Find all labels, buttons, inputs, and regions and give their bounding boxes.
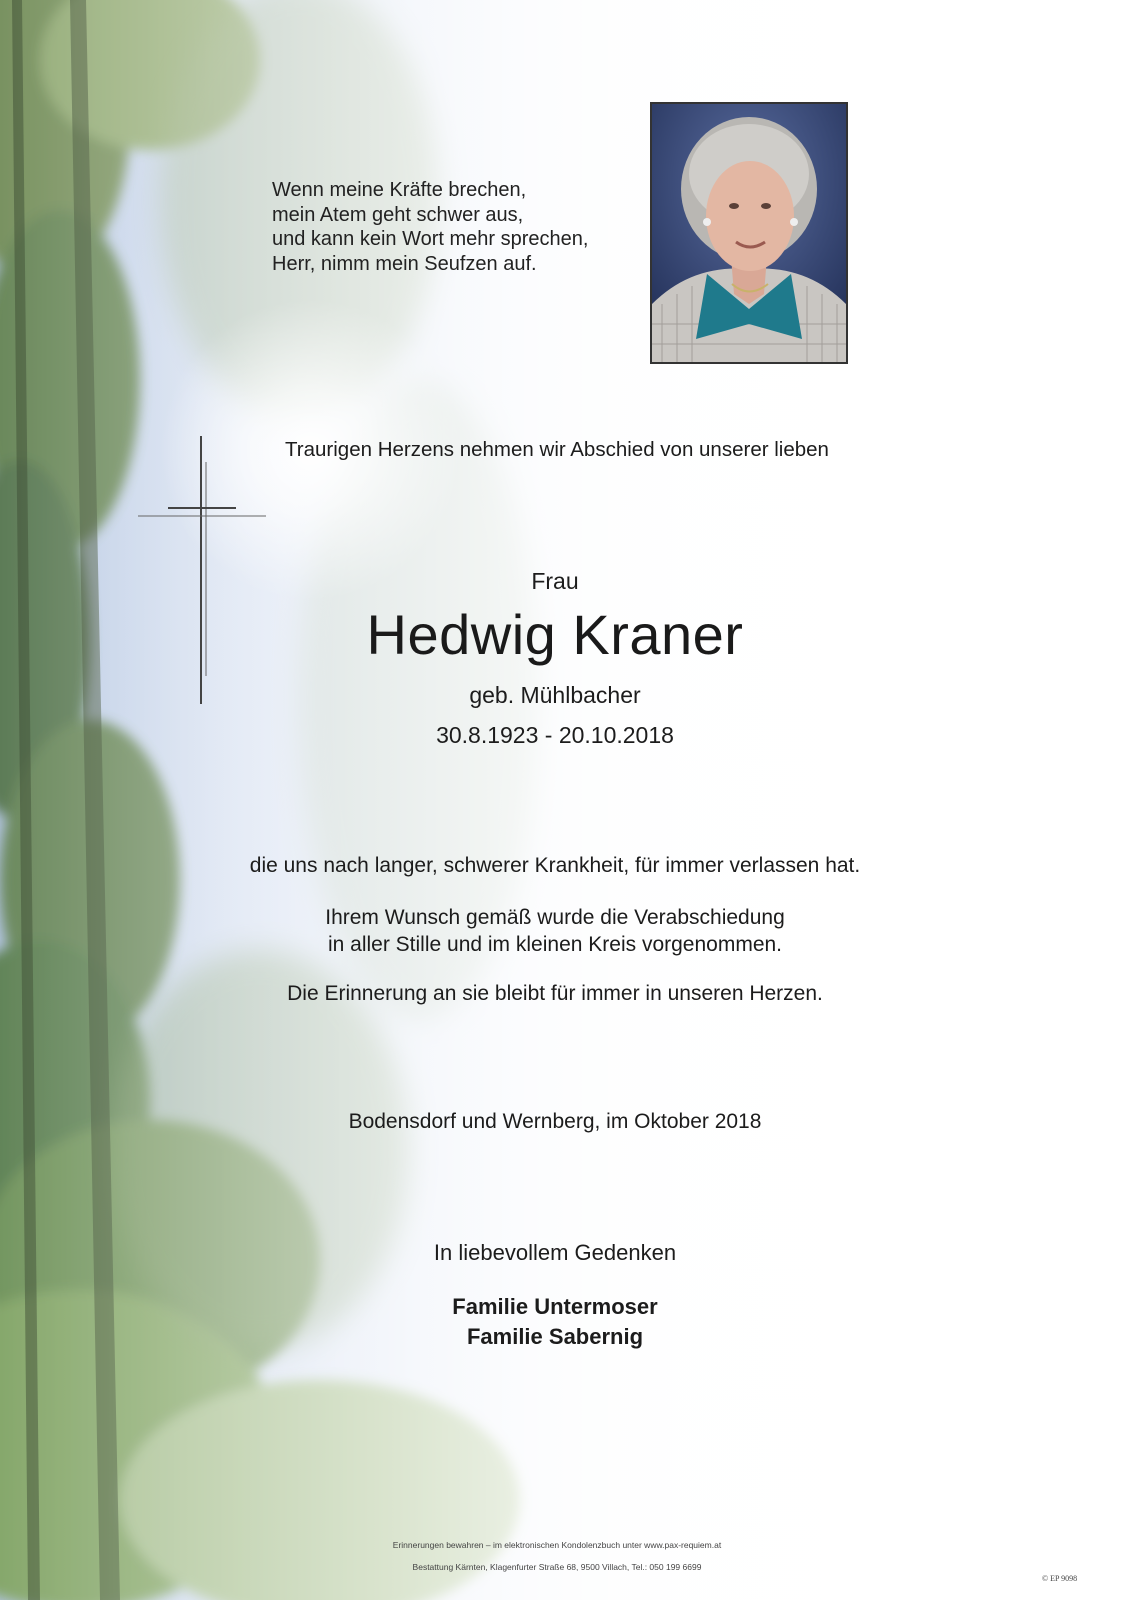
footer-line-2: Bestattung Kärnten, Klagenfurter Straße 68, 9500 Villach, Tel.: 050 199 6699 <box>412 1562 702 1572</box>
copyright: © EP 9098 <box>1042 1574 1078 1583</box>
family-name: Familie Untermoser <box>452 1294 658 1319</box>
deceased-name: Hedwig Kraner <box>366 603 744 666</box>
poem-line: Wenn meine Kräfte brechen, <box>272 179 527 201</box>
poem-line: Herr, nimm mein Seufzen auf. <box>272 252 537 275</box>
body-para2-line-1: Ihrem Wunsch gemäß wurde die Verabschiedung <box>325 906 785 929</box>
life-dates: 30.8.1923 - 20.10.2018 <box>436 722 674 748</box>
family-list <box>0 1292 1110 1352</box>
portrait-photo <box>650 102 848 364</box>
poem-line: und kann kein Wort mehr sprechen, <box>272 228 589 250</box>
closing-memory: In liebevollem Gedenken <box>433 1240 677 1265</box>
birth-name: geb. Mühlbacher <box>469 682 641 708</box>
family-name: Familie Sabernig <box>466 1324 644 1349</box>
body-line-3: Die Erinnerung an sie bleibt für immer in unseren Herzen. <box>287 982 823 1005</box>
place-date: Bodensdorf und Wernberg, im Oktober 2018 <box>348 1110 762 1133</box>
body-para2-line-2: in aller Stille und im kleinen Kreis vorgenommen. <box>327 933 783 956</box>
poem-line: mein Atem geht schwer aus, <box>272 203 524 226</box>
intro-text: Traurigen Herzens nehmen wir Abschied von unserer lieben <box>285 438 829 461</box>
body-paragraph-2 <box>0 904 1110 958</box>
salutation: Frau <box>531 568 579 594</box>
poem <box>272 178 632 276</box>
body-line-1: die uns nach langer, schwerer Krankheit, für immer verlassen hat. <box>249 854 861 877</box>
footer-line-1: Erinnerungen bewahren – im elektronischen Kondolenzbuch unter www.pax-requiem.at <box>392 1540 722 1550</box>
